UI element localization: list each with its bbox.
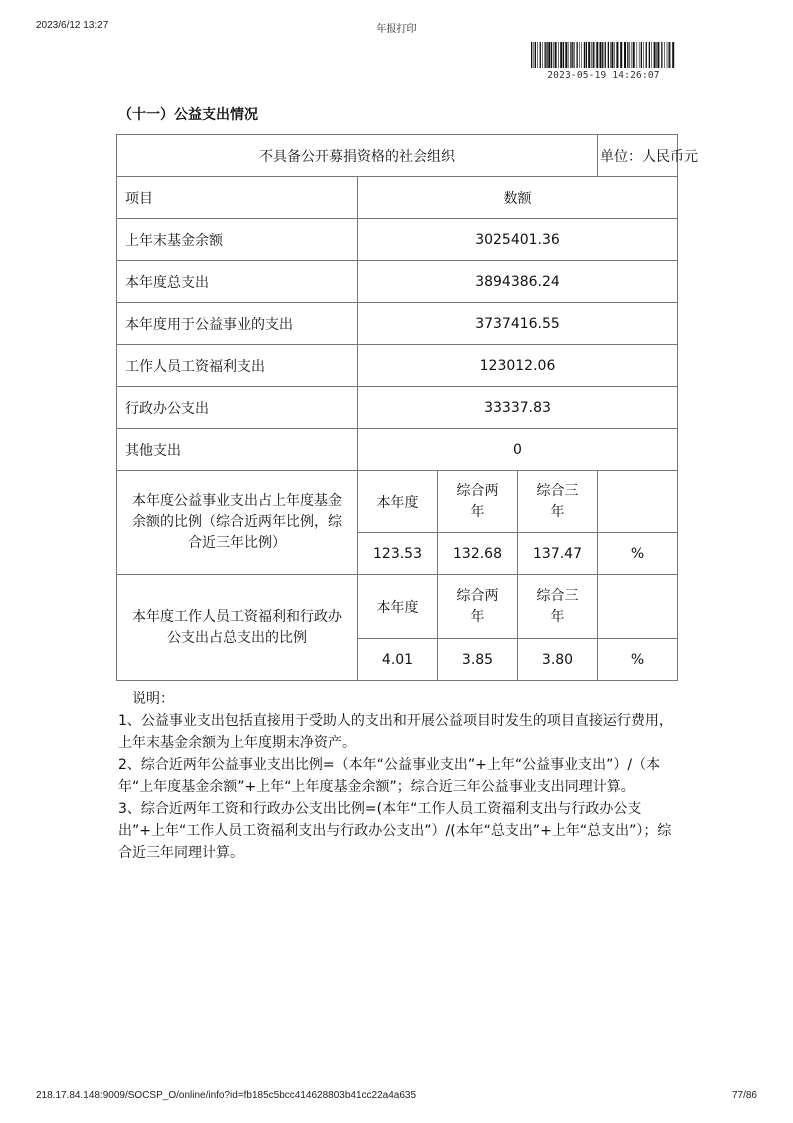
row-label: 其他支出 xyxy=(117,429,358,471)
ratio2-unit: % xyxy=(598,639,678,681)
note-item: 3、综合近两年工资和行政办公支出比例=(本年“工作人员工资福利支出与行政办公支出”+上年“工作人员工资福利支出与行政办公支出”）/(本年“总支出”+上年“总支出”）；综合近三年同理计算。 xyxy=(118,801,672,861)
ratio1-header-three-year: 综合三年 xyxy=(518,471,598,533)
table-org-row xyxy=(117,135,678,177)
barcode-timestamp: 2023-05-19 14:26:07 xyxy=(547,70,660,81)
public-welfare-expenditure-table xyxy=(116,134,698,681)
org-type-cell: 不具备公开募捐资格的社会组织 xyxy=(117,135,598,177)
table-row xyxy=(117,303,678,345)
page-url: 218.17.84.148:9009/SOCSP_O/online/info?id=fb185c5bcc414628803b41cc22a4a635 xyxy=(36,1090,417,1101)
ratio2-header-empty xyxy=(598,575,678,639)
print-title: 年报打印 xyxy=(376,24,417,35)
column-header-amount: 数额 xyxy=(358,177,678,219)
ratio1-header-row xyxy=(117,471,678,533)
ratio1-header-two-year: 综合两年 xyxy=(438,471,518,533)
notes-heading: 说明： xyxy=(132,691,174,707)
ratio1-label: 本年度公益事业支出占上年度基金余额的比例（综合近两年比例，综合近三年比例） xyxy=(117,471,358,575)
table-row xyxy=(117,261,678,303)
ratio2-header-current: 本年度 xyxy=(358,575,438,639)
ratio1-header-current: 本年度 xyxy=(358,471,438,533)
row-value: 123012.06 xyxy=(358,345,678,387)
note-item: 2、综合近两年公益事业支出比例=（本年“公益事业支出”+上年“公益事业支出”）/（本年“上年度基金余额”+上年“上年度基金余额”；综合近三年公益事业支出同理计算。 xyxy=(118,757,661,795)
ratio2-value-current: 4.01 xyxy=(358,639,438,681)
unit-cell: 单位：人民币元 xyxy=(598,135,678,177)
row-label: 行政办公支出 xyxy=(117,387,358,429)
row-label: 上年末基金余额 xyxy=(117,219,358,261)
ratio2-header-three-year: 综合三年 xyxy=(518,575,598,639)
note-item: 1、公益事业支出包括直接用于受助人的支出和开展公益项目时发生的项目直接运行费用，上年末基金余额为上年度期末净资产。 xyxy=(118,713,673,751)
ratio1-value-three-year: 137.47 xyxy=(518,533,598,575)
row-value: 3894386.24 xyxy=(358,261,678,303)
table-row xyxy=(117,345,678,387)
row-value: 3737416.55 xyxy=(358,303,678,345)
ratio2-header-two-year: 综合两年 xyxy=(438,575,518,639)
table-header-row xyxy=(117,177,678,219)
ratio2-value-two-year: 3.85 xyxy=(438,639,518,681)
barcode-image xyxy=(531,42,676,68)
table-row xyxy=(117,429,678,471)
notes-section xyxy=(118,688,678,864)
print-datetime: 2023/6/12 13:27 xyxy=(36,20,109,31)
ratio2-value-three-year: 3.80 xyxy=(518,639,598,681)
column-header-item: 项目 xyxy=(117,177,358,219)
table-row xyxy=(117,219,678,261)
ratio1-unit: % xyxy=(598,533,678,575)
ratio2-header-row xyxy=(117,575,678,639)
row-value: 3025401.36 xyxy=(358,219,678,261)
ratio1-value-current: 123.53 xyxy=(358,533,438,575)
row-label: 本年度总支出 xyxy=(117,261,358,303)
ratio1-value-two-year: 132.68 xyxy=(438,533,518,575)
row-value: 0 xyxy=(358,429,678,471)
ratio1-header-empty xyxy=(598,471,678,533)
table-row xyxy=(117,387,678,429)
row-value: 33337.83 xyxy=(358,387,678,429)
ratio2-label: 本年度工作人员工资福利和行政办公支出占总支出的比例 xyxy=(117,575,358,681)
page-number: 77/86 xyxy=(731,1090,757,1101)
section-title: （十一）公益支出情况 xyxy=(118,107,258,123)
row-label: 工作人员工资福利支出 xyxy=(117,345,358,387)
row-label: 本年度用于公益事业的支出 xyxy=(117,303,358,345)
